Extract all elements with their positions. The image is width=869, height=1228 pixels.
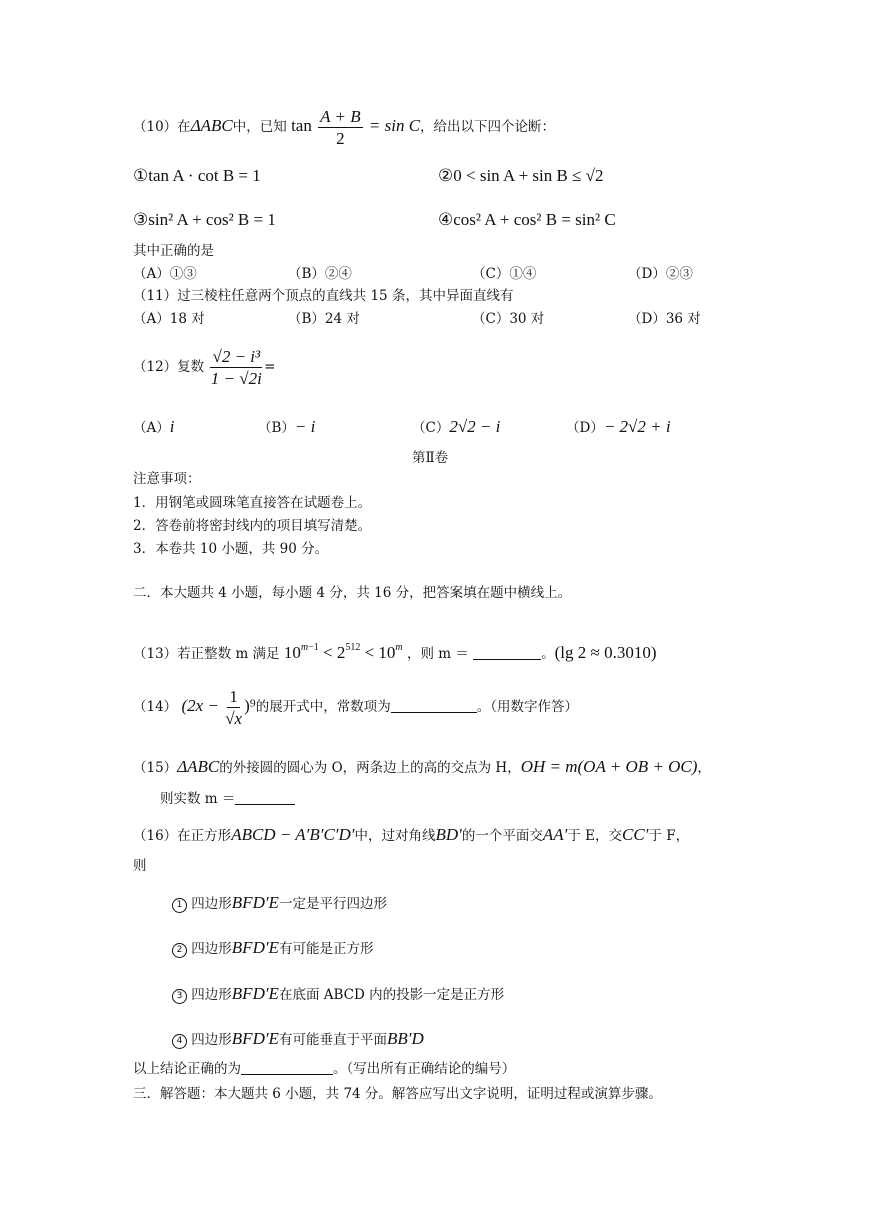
q15-text: 的外接圆的圆心为 O，两条边上的高的交点为 H，: [219, 760, 521, 776]
q12-den: 1 − √2i: [210, 369, 262, 388]
q14-stem: [133, 688, 578, 727]
q12-num: √2 − i³: [212, 347, 261, 366]
q10-option-c: （C）①④: [472, 266, 537, 282]
q14-math-pre: (2x −: [181, 696, 219, 715]
q12-option-b: [258, 418, 315, 436]
q12-fraction: [210, 348, 262, 387]
q10-eq: = sin C: [368, 116, 421, 135]
q12-option-a: [133, 418, 174, 436]
q13-prefix: （13）若正整数 m 满足: [133, 646, 280, 662]
q12-option-a-value: i: [169, 417, 175, 436]
notes-title: 注意事项：: [133, 471, 201, 487]
q16-item-1-pre: 四边形: [191, 896, 232, 912]
q10-statement-3: ③sin² A + cos² B = 1: [133, 210, 276, 229]
note-1: 1．用钢笔或圆珠笔直接答在试题卷上。: [133, 495, 372, 511]
q14-mid: 的展开式中，常数项为: [255, 699, 391, 715]
q12-option-c: [412, 418, 500, 436]
q11-option-c: （C）30 对: [472, 311, 545, 327]
q13-post: 。: [541, 646, 555, 662]
q16-item-2-quad: BFD′E: [231, 938, 279, 957]
q15-answer-blank[interactable]: [235, 804, 295, 805]
q16-line1-mid: 中，过对角线: [354, 828, 436, 844]
q14-math-post: )⁹: [244, 696, 256, 715]
q16-item-4-number: 4: [172, 1034, 187, 1049]
q16-item-1-number: 1: [172, 898, 187, 913]
q11-option-a: （A）18 对: [133, 311, 205, 327]
q11-text: （11）过三棱柱任意两个顶点的直线共 15 条，其中异面直线有: [133, 288, 514, 304]
q16-item-4-tail: BB′D: [386, 1029, 424, 1048]
q10-option-d: （D）②③: [628, 266, 693, 282]
q15-vector-equation: OH = m(OA + OB + OC): [520, 757, 698, 776]
q10-statement-1: ①tan A · cot B = 1: [133, 166, 261, 185]
q10-option-b: （B）②④: [288, 266, 352, 282]
q10-intro-post: ，给出以下四个论断：: [420, 119, 556, 135]
note-3: 3．本卷共 10 小题，共 90 分。: [133, 541, 329, 557]
q15-line2-text: 则实数 m ＝: [160, 791, 236, 807]
q10-frac-num: A + B: [320, 107, 361, 126]
q10-stem: [133, 108, 555, 147]
q10-tan: tan: [291, 116, 312, 135]
q16-item-1-post: 一定是平行四边形: [278, 896, 387, 912]
q16-stem: [133, 826, 689, 844]
q16-line1-post: 于 F，: [648, 828, 690, 844]
q12-suffix: =: [264, 359, 276, 375]
q10-fraction: [318, 108, 362, 147]
q15-stem: [133, 758, 711, 776]
q14-post: 。（用数字作答）: [476, 699, 578, 715]
q12-option-d-value: − 2√2 + i: [603, 417, 671, 436]
q16-item-3-quad: BFD′E: [231, 984, 279, 1003]
section-2-header: 二．本大题共 4 小题，每小题 4 分，共 16 分，把答案填在题中横线上。: [133, 585, 572, 601]
q14-prefix: （14）: [133, 699, 178, 715]
q10-correct-label: 其中正确的是: [133, 243, 214, 259]
q10-statement-4: ④cos² A + cos² B = sin² C: [438, 210, 616, 229]
q12-option-c-label: （C）: [412, 420, 450, 436]
q13-answer-blank[interactable]: [473, 659, 541, 660]
q14-fraction: [225, 688, 242, 727]
q16-cc: CC′: [622, 825, 649, 844]
q12-option-d-label: （D）: [566, 420, 604, 436]
q16-aa: AA′: [542, 825, 568, 844]
q12-option-b-label: （B）: [258, 420, 295, 436]
note-2: 2．答卷前将密封线内的项目填写清楚。: [133, 518, 372, 534]
q12-option-a-label: （A）: [133, 420, 170, 436]
q16-item-3: [172, 985, 504, 1004]
q16-conclusion: [133, 1063, 515, 1077]
q16-item-4-pre: 四边形: [191, 1032, 232, 1048]
q16-line1-mid2: 的一个平面交: [461, 828, 543, 844]
q13-mid: ，则 m ＝: [406, 646, 469, 662]
q10-statement-2: ②0 < sin A + sin B ≤ √2: [438, 166, 604, 185]
part2-title: 第Ⅱ卷: [412, 450, 449, 466]
q16-item-4-post: 有可能垂直于平面: [278, 1032, 387, 1048]
q16-line1-pre: （16）在正方形: [133, 828, 232, 844]
q16-line2: 则: [133, 858, 147, 874]
q14-frac-den: √x: [225, 709, 243, 728]
q16-conclusion-pre: 以上结论正确的为: [133, 1061, 241, 1077]
q16-item-2-pre: 四边形: [191, 941, 232, 957]
q13-hint: (lg 2 ≈ 0.3010): [554, 643, 657, 662]
q16-item-2: [172, 939, 373, 958]
q14-frac-num: 1: [229, 687, 238, 706]
q10-option-a: （A）①③: [133, 266, 197, 282]
q12-option-b-value: − i: [294, 417, 316, 436]
q12-option-d: [566, 418, 671, 436]
q12-prefix: （12）复数: [133, 359, 205, 375]
q16-answer-blank[interactable]: [241, 1074, 333, 1075]
q16-item-3-number: 3: [172, 989, 187, 1004]
q15-line2: [160, 793, 295, 807]
q16-item-2-post: 有可能是正方形: [278, 941, 374, 957]
q16-conclusion-post: 。（写出所有正确结论的编号）: [333, 1061, 516, 1077]
q16-item-4: [172, 1030, 424, 1049]
q11-option-b: （B）24 对: [288, 311, 360, 327]
q16-cube: ABCD − A′B′C′D′: [231, 825, 355, 844]
q11-option-d: （D）36 对: [628, 311, 701, 327]
q16-diag: BD′: [435, 825, 462, 844]
q12-stem: [133, 348, 275, 387]
q14-answer-blank[interactable]: [391, 712, 477, 713]
q10-triangle: ΔABC: [190, 116, 233, 135]
q13-inequality: $10^{m-1} < 2^{512} < 10^m$: [283, 642, 403, 662]
q16-item-1-quad: BFD′E: [231, 893, 279, 912]
q10-frac-den: 2: [336, 129, 345, 148]
q15-comma: ，: [697, 760, 711, 776]
q13-stem: [133, 643, 657, 662]
q16-item-3-pre: 四边形: [191, 987, 232, 1003]
q10-intro-mid: 中，已知: [232, 119, 287, 135]
q16-item-2-number: 2: [172, 943, 187, 958]
q16-line1-mid3: 于 E，交: [567, 828, 623, 844]
q15-prefix: （15）: [133, 760, 178, 776]
q16-item-3-post: 在底面 ABCD 内的投影一定是正方形: [278, 987, 505, 1003]
section-3-header: 三．解答题：本大题共 6 小题，共 74 分。解答应写出文字说明，证明过程或演算步骤。: [133, 1086, 662, 1102]
q15-triangle: ΔABC: [177, 757, 220, 776]
q10-intro-pre: （10）在: [133, 119, 191, 135]
q16-item-4-quad: BFD′E: [231, 1029, 279, 1048]
q12-option-c-value: 2√2 − i: [449, 417, 501, 436]
q16-item-1: [172, 894, 387, 913]
